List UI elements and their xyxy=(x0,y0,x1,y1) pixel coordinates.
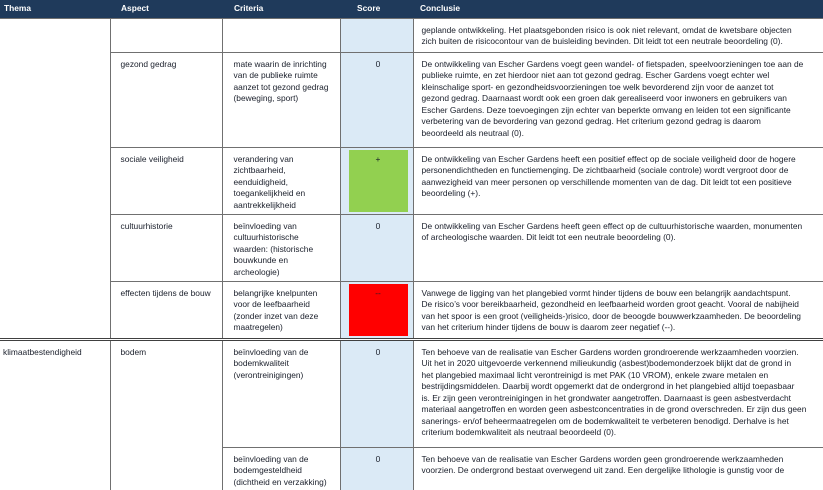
criteria-cell: beïnvloeding van de bodemkwaliteit (verontreinigingen) xyxy=(222,339,340,447)
conclusie-cell: De ontwikkeling van Escher Gardens heeft geen effect op de cultuurhistorische waarden, monumenten of archeologische waarden. Dit leidt tot een neutrale beoordeling (0). xyxy=(413,214,823,281)
score-value: 0 xyxy=(375,346,381,357)
table-header-row xyxy=(0,0,823,18)
table-row xyxy=(0,281,823,339)
thema-cell xyxy=(0,18,110,339)
table-row xyxy=(0,339,823,447)
header-conclusie: Conclusie xyxy=(413,0,823,18)
table-row xyxy=(0,214,823,281)
aspect-cell xyxy=(110,18,222,52)
score-value: 0 xyxy=(375,453,381,464)
criteria-cell: beïnvloeding van de bodemgesteldheid (dichtheid en verzakking) xyxy=(222,447,340,490)
criteria-cell: belangrijke knelpunten voor de leefbaarheid (zonder inzet van deze maatregelen) xyxy=(222,281,340,339)
score-cell xyxy=(340,339,413,447)
score-value: 0 xyxy=(375,58,381,69)
criteria-cell: beïnvloeding van cultuurhistorische waarden: (historische bouwkunde en archeologie) xyxy=(222,214,340,281)
header-aspect: Aspect xyxy=(110,0,222,18)
score-cell xyxy=(340,147,413,214)
conclusie-cell: geplande ontwikkeling. Het plaatsgebonden risico is ook niet relevant, omdat de kwetsbare objecten zich buiten de risicocontour van de buisleiding bevinden. Dit leidt tot een neutrale beoordeling (0). xyxy=(413,18,823,52)
criteria-cell: verandering van zichtbaarheid, eenduidigheid, toegankelijkheid en aantrekkelijkheid xyxy=(222,147,340,214)
score-cell xyxy=(340,52,413,147)
header-criteria: Criteria xyxy=(222,0,340,18)
header-thema: Thema xyxy=(0,0,110,18)
score-cell xyxy=(340,447,413,490)
conclusie-cell: Ten behoeve van de realisatie van Escher Gardens worden grondroerende werkzaamheden voorzien. Uit het in 2020 uitgevoerde verkennend milieukundig (asbest)bodemonderzoek blijkt dat de grond in het plangebied maximaal licht verontreinigd is met PAK (10 VROM), enkele zware metalen en bestrijdingsmiddelen. Daarbij wordt opgemerkt dat de ondergrond in het plangebied altijd toepasbaar is. Er zijn geen verontreinigingen in het grondwater aangetroffen. Daarnaast is geen asbestverdacht materiaal aangetroffen en worden geen asbestconcentraties in de grond overschreden. Er zijn dus geen sanerings- en/of beheermaatregelen om de bodemkwaliteit te verbeteren benodigd. Derhalve is het criterium bodemkwaliteit als neutraal beoordeeld (0). xyxy=(413,339,823,447)
criteria-cell xyxy=(222,18,340,52)
table-row xyxy=(0,52,823,147)
score-value-very-negative: -- xyxy=(349,284,408,336)
conclusie-cell: De ontwikkeling van Escher Gardens heeft een positief effect op de sociale veiligheid door de hogere personendichtheden en functiemenging. De zichtbaarheid (sociale controle) wordt vergroot door de aanwezigheid van meer personen op verschillende momenten van de dag. Dit leidt tot een positieve beoordeling (+). xyxy=(413,147,823,214)
aspect-cell: cultuurhistorie xyxy=(110,214,222,281)
score-cell xyxy=(340,18,413,52)
thema-cell: klimaatbestendigheid xyxy=(0,339,110,490)
aspect-cell: sociale veiligheid xyxy=(110,147,222,214)
criteria-cell: mate waarin de inrichting van de publieke ruimte aanzet tot gezond gedrag (beweging, sport) xyxy=(222,52,340,147)
score-cell xyxy=(340,214,413,281)
aspect-cell: gezond gedrag xyxy=(110,52,222,147)
score-value: 0 xyxy=(375,220,381,231)
table-row xyxy=(0,18,823,52)
aspect-cell: bodem xyxy=(110,339,222,490)
score-cell xyxy=(340,281,413,339)
aspect-cell: effecten tijdens de bouw xyxy=(110,281,222,339)
conclusie-cell: De ontwikkeling van Escher Gardens voegt geen wandel- of fietspaden, speelvoorzieningen toe aan de publieke ruimte, en zet hierdoor niet aan tot gezond gedrag. Escher Gardens voegt echter wel kleinschalige sport- en gezondheidsvoorzieningen toe welk bevorderend zijn voor de aanzet tot gezond gedrag. Daarnaast wordt ook een groen dak gerealiseerd voor inwoners en gebruikers van Escher Gardens. Deze toevoegingen zijn echter van beperkte omvang en leiden tot een significante verbetering van de bevordering van gezond gedrag. Het criterium gezond gedrag is daarom beoordeeld als neutraal (0). xyxy=(413,52,823,147)
conclusie-cell: Ten behoeve van de realisatie van Escher Gardens worden geen grondroerende werkzaamheden voorzien. De ondergrond bestaat overwegend uit zand. Een dergelijke lithologie is gunstig voor de xyxy=(413,447,823,490)
score-value-positive: + xyxy=(349,150,408,212)
conclusie-cell: Vanwege de ligging van het plangebied vormt hinder tijdens de bouw een belangrijk aandachtspunt. De risico’s voor bereikbaarheid, gezondheid en leefbaarheid worden groot geacht. Vooral de nabijheid van het spoor is een groot (veiligheids-)risico, door de beoogde bouwwerkzaamheden. De beoordeling van het criterium hinder tijdens de bouw is daarom zeer negatief (--). xyxy=(413,281,823,339)
header-score: Score xyxy=(340,0,413,18)
table-row xyxy=(0,147,823,214)
